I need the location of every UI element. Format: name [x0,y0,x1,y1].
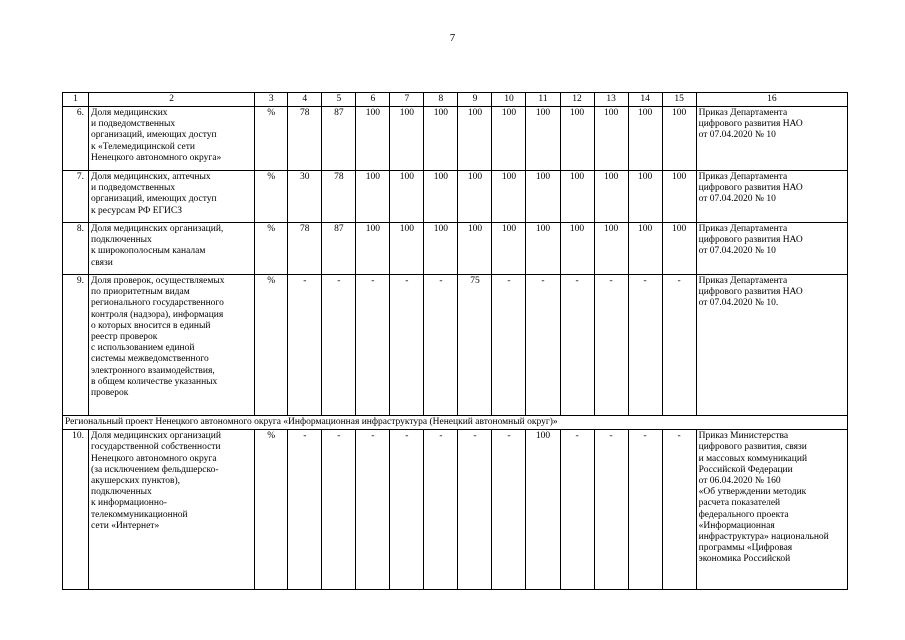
value-cell: - [356,430,390,590]
value-cell: - [458,430,492,590]
value-cell: - [322,275,356,416]
value-cell: 100 [458,107,492,171]
indicator-name: Доля медицинских организаций государственной собственности Ненецкого автономного округа (за исключением фельдшерско- акушерских пунктов), подключенных к информационно- телекоммуникационной сети «Интернет» [89,430,255,590]
header-cell-1: 1 [63,93,89,107]
value-cell: - [628,430,662,590]
source-document: Приказ Департамента цифрового развития НАО от 07.04.2020 № 10 [696,171,847,223]
value-cell: - [492,430,526,590]
row-number: 8. [63,223,89,275]
table-row [63,430,848,590]
unit-cell: % [255,107,288,171]
value-cell: 100 [662,107,696,171]
value-cell: - [390,275,424,416]
value-cell: - [288,430,322,590]
value-cell: 100 [458,171,492,223]
value-cell: 100 [356,107,390,171]
unit-cell: % [255,275,288,416]
value-cell: - [322,430,356,590]
value-cell: 100 [662,223,696,275]
value-cell: 100 [458,223,492,275]
header-cell-9: 9 [458,93,492,107]
value-cell: - [628,275,662,416]
value-cell: - [560,275,594,416]
source-document: Приказ Департамента цифрового развития НАО от 07.04.2020 № 10 [696,107,847,171]
unit-cell: % [255,223,288,275]
value-cell: 100 [560,107,594,171]
value-cell: 30 [288,171,322,223]
source-document: Приказ Департамента цифрового развития НАО от 07.04.2020 № 10 [696,223,847,275]
page-number: 7 [449,32,456,44]
value-cell: 100 [390,171,424,223]
value-cell: 100 [526,430,560,590]
value-cell: - [492,275,526,416]
value-cell: 100 [526,107,560,171]
value-cell: 100 [662,171,696,223]
value-cell: 100 [526,171,560,223]
header-cell-13: 13 [594,93,628,107]
value-cell: 78 [288,223,322,275]
value-cell: 100 [356,171,390,223]
value-cell: 100 [594,107,628,171]
value-cell: 100 [356,223,390,275]
value-cell: - [526,275,560,416]
header-cell-12: 12 [560,93,594,107]
indicator-name: Доля медицинских организаций, подключенных к широкополосным каналам связи [89,223,255,275]
indicator-name: Доля медицинских, аптечных и подведомственных организаций, имеющих доступ к ресурсам РФ ЕГИСЗ [89,171,255,223]
header-cell-11: 11 [526,93,560,107]
indicator-name: Доля медицинских и подведомственных организаций, имеющих доступ к «Телемедицинской сети Ненецкого автономного округа» [89,107,255,171]
header-cell-15: 15 [662,93,696,107]
value-cell: 100 [594,171,628,223]
header-cell-10: 10 [492,93,526,107]
value-cell: 100 [526,223,560,275]
header-cell-4: 4 [288,93,322,107]
section-row [63,416,848,430]
value-cell: 78 [288,107,322,171]
value-cell: 100 [492,107,526,171]
value-cell: 87 [322,223,356,275]
value-cell: 100 [628,223,662,275]
value-cell: - [390,430,424,590]
value-cell: 100 [628,171,662,223]
source-document: Приказ Департамента цифрового развития НАО от 07.04.2020 № 10. [696,275,847,416]
value-cell: 100 [390,107,424,171]
value-cell: - [662,275,696,416]
table-row [63,107,848,171]
value-cell: - [424,430,458,590]
value-cell: - [662,430,696,590]
row-number: 9. [63,275,89,416]
header-cell-6: 6 [356,93,390,107]
value-cell: 100 [594,223,628,275]
value-cell: 100 [560,171,594,223]
indicator-name: Доля проверок, осуществляемых по приоритетным видам регионального государственного контроля (надзора), информация о которых вносится в единый реестр проверок с использованием единой системы межведомственного электронного взаимодействия, в общем количестве указанных проверок [89,275,255,416]
unit-cell: % [255,430,288,590]
value-cell: - [594,275,628,416]
table-row [63,275,848,416]
value-cell: - [424,275,458,416]
section-title: Региональный проект Ненецкого автономного округа «Информационная инфраструктура (Ненецкий автономный округ)» [63,416,848,430]
unit-cell: % [255,171,288,223]
source-document: Приказ Министерства цифрового развития, связи и массовых коммуникаций Российской Федерации от 06.04.2020 № 160 «Об утверждении методик расчета показателей федерального проекта «Информационная инфраструктура» национальной программы «Цифровая экономика Российской [696,430,847,590]
row-number: 6. [63,107,89,171]
value-cell: 100 [390,223,424,275]
value-cell: - [356,275,390,416]
header-cell-7: 7 [390,93,424,107]
header-cell-14: 14 [628,93,662,107]
value-cell: 87 [322,107,356,171]
row-number: 10. [63,430,89,590]
value-cell: 100 [628,107,662,171]
indicators-table [62,92,848,590]
value-cell: - [594,430,628,590]
table-row [63,171,848,223]
row-number: 7. [63,171,89,223]
value-cell: 100 [424,171,458,223]
value-cell: 100 [424,223,458,275]
value-cell: - [288,275,322,416]
value-cell: 100 [560,223,594,275]
value-cell: 75 [458,275,492,416]
value-cell: - [560,430,594,590]
value-cell: 100 [492,223,526,275]
header-cell-8: 8 [424,93,458,107]
header-cell-3: 3 [255,93,288,107]
value-cell: 78 [322,171,356,223]
value-cell: 100 [424,107,458,171]
table-row [63,223,848,275]
header-cell-5: 5 [322,93,356,107]
header-cell-16: 16 [696,93,847,107]
header-cell-2: 2 [89,93,255,107]
value-cell: 100 [492,171,526,223]
table-header-row [63,93,848,107]
